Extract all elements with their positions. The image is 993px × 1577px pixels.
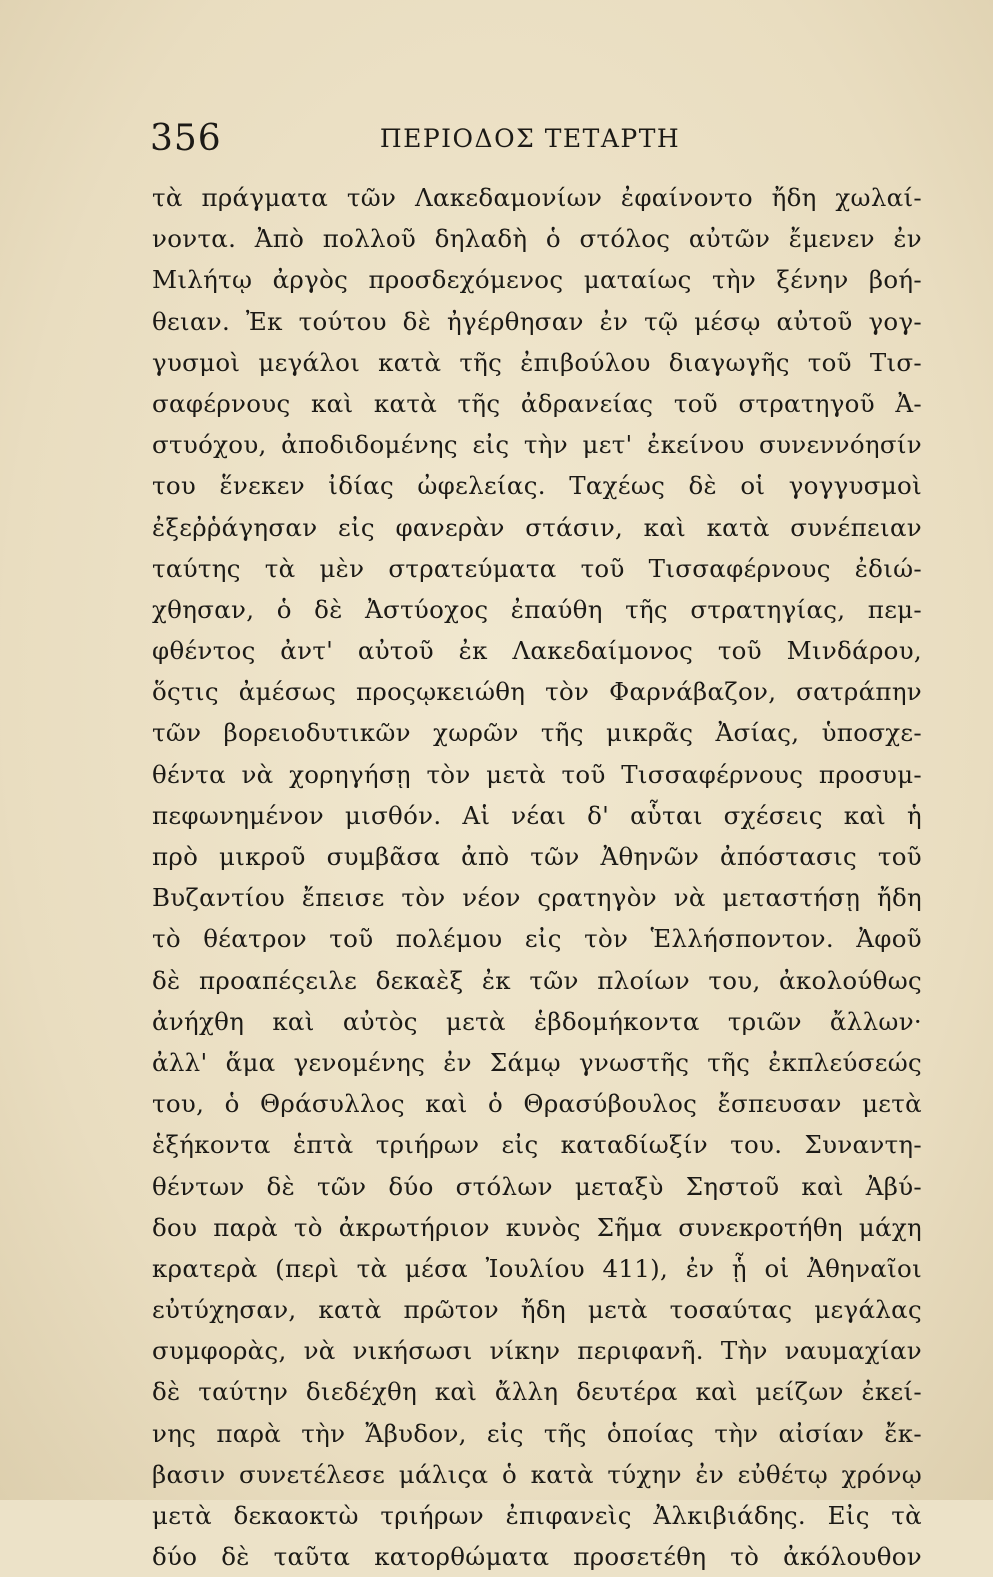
text-line: ἀλλ' ἅμα γενομένης ἐν Σάμῳ γνωστῆς τῆς ἐκπλεύσεώς: [152, 1047, 922, 1077]
body-text: [152, 177, 922, 1577]
text-line: θειαν. Ἐκ τούτου δὲ ἠγέρθησαν ἐν τῷ μέσῳ αὐτοῦ γογ-: [152, 306, 922, 336]
text-line: γυσμοὶ μεγάλοι κατὰ τῆς ἐπιβούλου διαγωγῆς τοῦ Τισ-: [152, 347, 922, 377]
text-line: δὲ προαπέςειλε δεκαὲξ ἐκ τῶν πλοίων του, ἀκολούθως: [152, 965, 922, 995]
text-line: θέντα νὰ χορηγήσῃ τὸν μετὰ τοῦ Τισσαφέρνους προσυμ-: [152, 759, 922, 789]
text-line: νοντα. Ἀπὸ πολλοῦ δηλαδὴ ὁ στόλος αὐτῶν ἔμενεν ἐν: [152, 224, 922, 254]
page-header: [150, 118, 910, 168]
text-line: Μιλήτῳ ἀργὸς προσδεχόμενος ματαίως τὴν ξένην βοή-: [152, 265, 922, 295]
text-line: ἀνήχθη καὶ αὐτὸς μετὰ ἑβδομήκοντα τριῶν ἄλλων·: [152, 1006, 922, 1036]
text-line: τὰ πράγματα τῶν Λακεδαμονίων ἐφαίνοντο ἤδη χωλαί-: [152, 183, 922, 212]
text-line: στυόχου, ἀποδιδομένης εἰς τὴν μετ' ἐκείνου συνεννόησίν: [152, 430, 922, 460]
text-line: βασιν συνετέλεσε μάλιςα ὁ κατὰ τύχην ἐν εὐθέτῳ χρόνῳ: [152, 1459, 922, 1489]
text-line: κρατερὰ (περὶ τὰ μέσα Ἰουλίου 411), ἐν ᾗ οἱ Ἀθηναῖοι: [152, 1253, 922, 1283]
text-line: δὲ ταύτην διεδέχθη καὶ ἄλλη δευτέρα καὶ μείζων ἐκεί-: [152, 1377, 922, 1407]
text-line: ἐξεῤῥάγησαν εἰς φανερὰν στάσιν, καὶ κατὰ συνέπειαν: [152, 512, 922, 542]
text-line: ἑξήκοντα ἑπτὰ τριήρων εἰς καταδίωξίν του. Συναντη-: [152, 1130, 922, 1160]
text-line: σαφέρνους καὶ κατὰ τῆς ἀδρανείας τοῦ στρατηγοῦ Ἀ-: [152, 388, 922, 418]
text-line: εὐτύχησαν, κατὰ πρῶτον ἤδη μετὰ τοσαύτας μεγάλας: [152, 1295, 922, 1325]
text-line: συμφορὰς, νὰ νικήσωσι νίκην περιφανῆ. Τὴν ναυμαχίαν: [152, 1336, 922, 1366]
text-line: ὅςτις ἀμέσως προςῳκειώθη τὸν Φαρνάβαζον, σατράπην: [152, 677, 922, 707]
text-line: χθησαν, ὁ δὲ Ἀστύοχος ἐπαύθη τῆς στρατηγίας, πεμ-: [152, 594, 922, 624]
text-line: δύο δὲ ταῦτα κατορθώματα προσετέθη τὸ ἀκόλουθον: [152, 1542, 922, 1572]
text-line: πεφωνημένον μισθόν. Αἱ νέαι δ' αὗται σχέσεις καὶ ἡ: [152, 800, 922, 830]
text-line: φθέντος ἀντ' αὐτοῦ ἐκ Λακεδαίμονος τοῦ Μινδάρου,: [152, 636, 922, 666]
page-number: 356: [150, 118, 222, 159]
text-line: μετὰ δεκαοκτὼ τριήρων ἐπιφανεὶς Ἀλκιβιάδης. Εἰς τὰ: [152, 1501, 922, 1530]
text-line: Βυζαντίου ἔπεισε τὸν νέον ςρατηγὸν νὰ μεταστήσῃ ἤδη: [152, 883, 922, 913]
text-line: δου παρὰ τὸ ἀκρωτήριον κυνὸς Σῆμα συνεκροτήθη μάχη: [152, 1212, 922, 1242]
text-line: του, ὁ Θράσυλλος καὶ ὁ Θρασύβουλος ἔσπευσαν μετὰ: [152, 1089, 922, 1119]
text-line: του ἕνεκεν ἰδίας ὠφελείας. Ταχέως δὲ οἱ γογγυσμοὶ: [152, 471, 922, 501]
running-head: ΠΕΡΙΟΔΟΣ ΤΕΤΑΡΤΗ: [379, 124, 681, 153]
text-line: νης παρὰ τὴν Ἄβυδον, εἰς τῆς ὁποίας τὴν αἰσίαν ἔκ-: [152, 1418, 922, 1448]
text-line: πρὸ μικροῦ συμβᾶσα ἀπὸ τῶν Ἀθηνῶν ἀπόστασις τοῦ: [152, 842, 922, 871]
text-line: τὸ θέατρον τοῦ πολέμου εἰς τὸν Ἑλλήσποντον. Ἀφοῦ: [152, 924, 922, 954]
text-line: τῶν βορειοδυτικῶν χωρῶν τῆς μικρᾶς Ἀσίας, ὑποσχε-: [152, 718, 922, 748]
text-line: ταύτης τὰ μὲν στρατεύματα τοῦ Τισσαφέρνους ἐδιώ-: [152, 553, 922, 583]
text-line: θέντων δὲ τῶν δύο στόλων μεταξὺ Σηστοῦ καὶ Ἀβύ-: [152, 1171, 922, 1201]
